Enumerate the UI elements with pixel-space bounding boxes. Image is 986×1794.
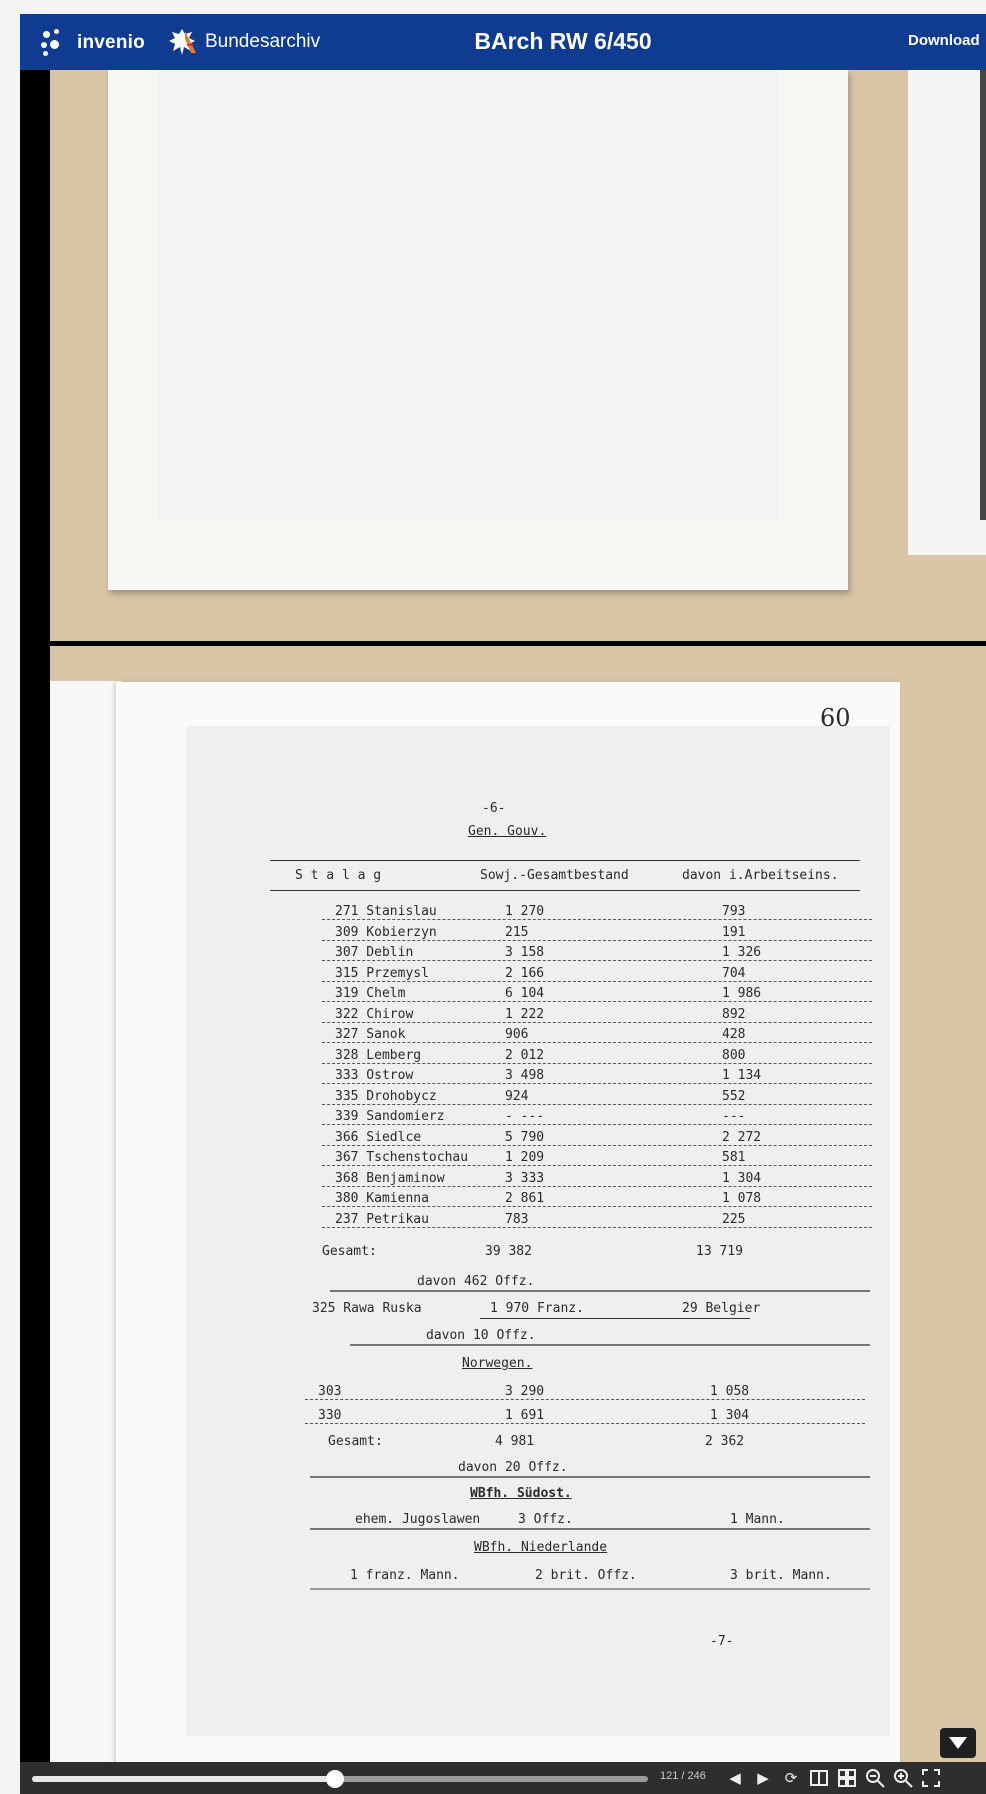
davon-offz-line-2: davon 10 Offz. xyxy=(426,1328,536,1343)
table-row-rule xyxy=(322,1124,872,1125)
page-marker-top: -6- xyxy=(482,801,506,816)
bestand-cell: 3 498 xyxy=(505,1068,545,1083)
rule-3 xyxy=(310,1476,870,1478)
stalag-cell: 368 Benjaminow xyxy=(335,1170,445,1186)
norwegen-stalag: 303 xyxy=(318,1384,342,1399)
arbeit-cell: 428 xyxy=(722,1027,746,1042)
facing-page-edge xyxy=(908,70,986,555)
norwegen-title: Norwegen. xyxy=(462,1356,533,1371)
arbeit-cell: 1 326 xyxy=(722,945,762,960)
norwegen-total-value: 4 981 xyxy=(495,1434,535,1449)
stalag-cell: 380 Kamienna xyxy=(335,1191,429,1206)
page-slider-thumb[interactable] xyxy=(326,1770,344,1788)
norwegen-davon: davon 20 Offz. xyxy=(458,1460,568,1475)
zoom-in-button[interactable] xyxy=(892,1767,914,1789)
table-row-rule xyxy=(322,1165,872,1166)
next-page-button[interactable] xyxy=(752,1767,774,1789)
bestand-cell: 3 333 xyxy=(505,1170,545,1186)
table-row-rule xyxy=(322,1001,872,1002)
table-row-rule xyxy=(322,1145,872,1146)
grid-view-button[interactable] xyxy=(836,1767,858,1789)
bestand-cell: 2 012 xyxy=(505,1047,545,1063)
page-slider[interactable] xyxy=(32,1776,648,1782)
page-marker-bottom: -7- xyxy=(710,1634,734,1649)
suedost-jugoslawen: ehem. Jugoslawen xyxy=(355,1512,481,1527)
bestand-cell: 1 270 xyxy=(505,904,545,919)
niederlande-brit-offz: 2 brit. Offz. xyxy=(535,1568,637,1583)
bestand-cell: 1 222 xyxy=(505,1006,545,1022)
table-row-rule xyxy=(322,1186,872,1187)
column-header-arbeitseinsatz: davon i.Arbeitseins. xyxy=(682,868,839,883)
norwegen-bestand: 1 691 xyxy=(505,1408,545,1423)
table-row-rule xyxy=(322,1206,872,1207)
caret-left-icon: ◀ xyxy=(729,1770,741,1787)
total-value: 39 382 xyxy=(485,1244,532,1259)
zoom-out-icon xyxy=(865,1768,885,1788)
page-slider-fill xyxy=(32,1776,335,1782)
stalag-cell: 271 Stanislau xyxy=(335,904,437,919)
niederlande-brit-mann: 3 brit. Mann. xyxy=(730,1568,832,1583)
stalag-cell: 309 Kobierzyn xyxy=(335,924,437,940)
folio-number: 60 xyxy=(820,704,851,732)
page-spread-previous xyxy=(50,70,986,641)
suedost-title: WBfh. Südost. xyxy=(470,1486,572,1501)
table-row-rule xyxy=(322,940,872,941)
table-top-rule xyxy=(270,860,860,861)
norwegen-arbeit: 1 304 xyxy=(710,1408,750,1423)
bestand-cell: - --- xyxy=(505,1109,545,1124)
rotate-button[interactable] xyxy=(780,1767,802,1789)
arbeit-cell: 225 xyxy=(722,1211,746,1227)
norwegen-total-davon: 2 362 xyxy=(705,1434,745,1449)
rule-1 xyxy=(330,1290,870,1292)
total-label: Gesamt: xyxy=(322,1244,377,1259)
norwegen-arbeit: 1 058 xyxy=(710,1384,750,1399)
arbeit-cell: 800 xyxy=(722,1047,746,1063)
arbeit-cell: 1 304 xyxy=(722,1170,762,1186)
arbeit-cell: 2 272 xyxy=(722,1129,762,1145)
dropdown-toggle-button[interactable] xyxy=(940,1728,976,1758)
rule-2 xyxy=(350,1344,870,1346)
table-row-rule xyxy=(322,1083,872,1084)
arbeit-cell: 552 xyxy=(722,1088,746,1104)
two-page-view-button[interactable] xyxy=(808,1767,830,1789)
stalag-cell: 307 Deblin xyxy=(335,945,414,960)
download-button[interactable]: Download xyxy=(908,32,980,49)
stalag-cell: 322 Chirow xyxy=(335,1006,414,1022)
fullscreen-button[interactable] xyxy=(920,1767,942,1789)
suedost-mann: 1 Mann. xyxy=(730,1512,785,1527)
rawa-ruska-rule xyxy=(480,1318,750,1319)
caret-right-icon: ▶ xyxy=(757,1770,769,1787)
table-row-rule xyxy=(322,1042,872,1043)
rotate-icon: ⟳ xyxy=(784,1770,798,1787)
bestand-cell: 924 xyxy=(505,1088,529,1104)
viewer-controls xyxy=(20,1762,986,1794)
stalag-cell: 327 Sanok xyxy=(335,1027,406,1042)
stalag-cell: 237 Petrikau xyxy=(335,1211,429,1227)
table-row-rule xyxy=(322,1104,872,1105)
section-title: Gen. Gouv. xyxy=(468,824,547,839)
table-row-rule xyxy=(322,981,872,982)
bestand-cell: 906 xyxy=(505,1027,529,1042)
rule-5 xyxy=(310,1588,870,1590)
arbeit-cell: 1 078 xyxy=(722,1191,762,1206)
niederlande-title: WBfh. Niederlande xyxy=(474,1540,608,1555)
table-row-rule xyxy=(322,919,872,920)
arbeit-cell: 704 xyxy=(722,965,746,981)
norwegen-total-label: Gesamt: xyxy=(328,1434,383,1449)
rawa-ruska-franz: 1 970 Franz. xyxy=(490,1301,584,1316)
bestand-cell: 3 158 xyxy=(505,945,545,960)
stalag-cell: 335 Drohobycz xyxy=(335,1088,437,1104)
stalag-cell: 339 Sandomierz xyxy=(335,1109,445,1124)
table-row-rule xyxy=(322,1022,872,1023)
page-counter: 121 / 246 xyxy=(660,1770,706,1782)
bestand-cell: 5 790 xyxy=(505,1129,545,1145)
zoom-out-button[interactable] xyxy=(864,1767,886,1789)
bestand-cell: 2 166 xyxy=(505,965,545,981)
bestand-cell: 6 104 xyxy=(505,986,545,1001)
rule-4 xyxy=(310,1528,870,1530)
facing-page-shadow xyxy=(980,70,986,520)
grid-icon xyxy=(838,1769,856,1787)
table-header-rule xyxy=(270,890,860,891)
rawa-ruska-belgier: 29 Belgier xyxy=(682,1301,761,1316)
bestand-cell: 2 861 xyxy=(505,1191,545,1206)
column-header-gesamtbestand: Sowj.-Gesamtbestand xyxy=(480,868,629,883)
invenio-logo-text: invenio xyxy=(77,32,145,53)
table-row-rule xyxy=(322,1227,872,1228)
norwegen-stalag: 330 xyxy=(318,1408,342,1423)
fullscreen-icon xyxy=(922,1769,940,1787)
blank-page-inner xyxy=(158,70,778,520)
stalag-cell: 366 Siedlce xyxy=(335,1129,422,1145)
document-title: BArch RW 6/450 xyxy=(474,28,652,54)
norwegen-bestand: 3 290 xyxy=(505,1384,545,1399)
previous-page-button[interactable] xyxy=(724,1767,746,1789)
column-header-stalag: S t a l a g xyxy=(295,868,382,883)
page-spread-current xyxy=(50,646,986,1768)
bestand-cell: 783 xyxy=(505,1211,529,1227)
two-page-icon xyxy=(810,1770,828,1786)
caret-down-icon xyxy=(947,1735,969,1751)
arbeit-cell: 1 134 xyxy=(722,1068,762,1083)
suedost-offz: 3 Offz. xyxy=(518,1512,573,1527)
document-viewer xyxy=(20,14,986,1794)
norwegen-row-rule xyxy=(305,1423,865,1424)
stalag-cell: 328 Lemberg xyxy=(335,1047,422,1063)
stalag-cell: 319 Chelm xyxy=(335,986,406,1001)
arbeit-cell: 1 986 xyxy=(722,986,762,1001)
bestand-cell: 215 xyxy=(505,924,529,940)
niederlande-franz: 1 franz. Mann. xyxy=(350,1568,460,1583)
total-davon: 13 719 xyxy=(696,1244,743,1259)
rawa-ruska-stalag: 325 Rawa Ruska xyxy=(312,1301,422,1316)
table-row-rule xyxy=(322,960,872,961)
arbeit-cell: 793 xyxy=(722,904,746,919)
arbeit-cell: --- xyxy=(722,1109,746,1124)
stalag-cell: 315 Przemysl xyxy=(335,965,429,981)
arbeit-cell: 892 xyxy=(722,1006,746,1022)
arbeit-cell: 581 xyxy=(722,1150,746,1165)
zoom-in-icon xyxy=(893,1768,913,1788)
davon-offz-line: davon 462 Offz. xyxy=(417,1274,535,1289)
stalag-cell: 367 Tschenstochau xyxy=(335,1150,469,1165)
bundesarchiv-text: Bundesarchiv xyxy=(205,31,321,52)
bestand-cell: 1 209 xyxy=(505,1150,545,1165)
stalag-cell: 333 Ostrow xyxy=(335,1068,414,1083)
norwegen-row-rule xyxy=(305,1399,865,1400)
table-row-rule xyxy=(322,1063,872,1064)
arbeit-cell: 191 xyxy=(722,924,746,940)
top-bar xyxy=(20,14,986,70)
left-page-edge xyxy=(50,681,122,1768)
